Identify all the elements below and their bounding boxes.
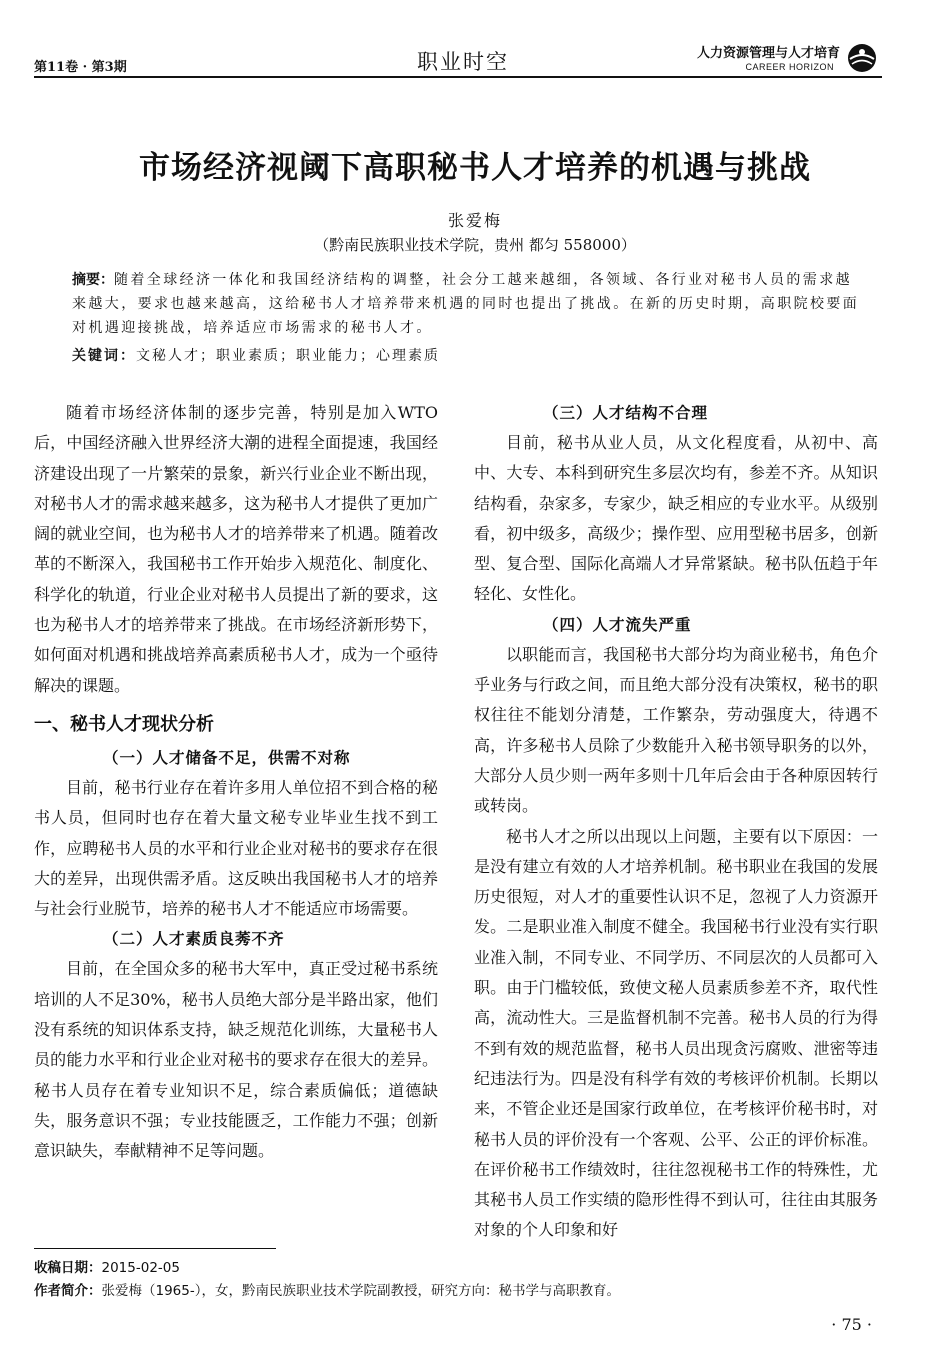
right-column: [474, 398, 878, 1246]
subsection-paragraph-3: 目前，秘书从业人员，从文化程度看，从初中、高中、大专、本科到研究生多层次均有，参差不齐。从知识结构看，杂家多，专家少，缺乏相应的专业水平。从级别看，初中级多，高级少；操作型、应用型秘书居多，创新型、复合型、国际化高端人才异常紧缺。秘书队伍趋于年轻化、女性化。: [474, 433, 878, 604]
subsection-heading-3: （三）人才结构不合理: [543, 404, 709, 422]
section-heading-1: 一、秘书人才现状分析: [34, 713, 214, 735]
left-column: [34, 398, 438, 1167]
subsection-paragraph-4: 以职能而言，我国秘书大部分均为商业秘书，角色介乎业务与行政之间，而且绝大部分没有决策权，秘书的职权往往不能划分清楚，工作繁杂，劳动强度大，待遇不高，许多秘书人员除了少数能升入秘书领导职务的以外，大部分人员少则一两年多则十几年后会由于各种原因转行或转岗。: [474, 644, 878, 816]
article-author: 张爱梅: [447, 211, 502, 230]
bio-text: 张爱梅（1965-），女，黔南民族职业技术学院副教授，研究方向：秘书学与高职教育。: [101, 1283, 620, 1299]
subsection-heading-4: （四）人才流失严重: [543, 615, 692, 634]
article-title: 市场经济视阈下高职秘书人才培养的机遇与挑战: [139, 150, 811, 186]
author-bio-line: [34, 1279, 620, 1299]
keywords-text: 文秘人才；职业素质；职业能力；心理素质: [136, 348, 440, 364]
subsection-paragraph-2: 目前，在全国众多的秘书大军中，真正受过秘书系统培训的人不足30%，秘书人员绝大部分是半路出家，他们没有系统的知识体系支持，缺乏规范化训练，大量秘书人员的能力水平和行业企业对秘书的要求存在很大的差异。秘书人员存在着专业知识不足，综合素质偏低；道德缺失，服务意识不强；专业技能匮乏，工作能力不强；创新意识缺失，奉献精神不足等问题。: [34, 959, 438, 1161]
volume-issue: 第11卷 · 第3期: [34, 60, 127, 75]
journal-logo-icon: [846, 42, 878, 74]
received-label: 收稿日期：: [34, 1260, 102, 1276]
page-header: [34, 40, 882, 78]
header-rule: [34, 76, 882, 78]
reasons-paragraph: 秘书人才之所以出现以上问题，主要有以下原因：一是没有建立有效的人才培养机制。秘书职业在我国的发展历史很短，对人才的重要性认识不足，忽视了人力资源开发。二是职业准入制度不健全。我国秘书行业没有实行职业准入制，不同专业、不同学历、不同层次的人员都可入职。由于门槛较低，致使文秘人员素质参差不齐，取代性高，流动性大。三是监督机制不完善。秘书人员的行为得不到有效的规范监督，秘书人员出现贪污腐败、泄密等违纪违法行为。四是没有科学有效的考核评价机制。长期以来，不管企业还是国家行政单位，在考核评价秘书时，对秘书人员的评价没有一个客观、公平、公正的评价标准。在评价秘书工作绩效时，往往忽视秘书工作的特殊性，尤其秘书人员工作实绩的隐形性得不到认可，往往由其服务对象的个人印象和好: [474, 826, 878, 1240]
footnote-rule: [34, 1248, 276, 1249]
received-date-line: [34, 1256, 180, 1276]
intro-paragraph: 随着市场经济体制的逐步完善，特别是加入WTO后，中国经济融入世界经济大潮的进程全面提速，我国经济建设出现了一片繁荣的景象，新兴行业企业不断出现，对秘书人才的需求越来越多，这为秘书人才提供了更加广阔的就业空间，也为秘书人才的培养带来了机遇。随着改革的不断深入，我国秘书工作开始步入规范化、制度化、科学化的轨道，行业企业对秘书人员提出了新的要求，这也为秘书人才的培养带来了挑战。在市场经济新形势下，如何面对机遇和挑战培养高素质秘书人才，成为一个亟待解决的课题。: [34, 403, 438, 695]
received-date: 2015-02-05: [101, 1260, 180, 1276]
keywords: [72, 344, 862, 368]
bio-label: 作者简介：: [34, 1283, 102, 1299]
subsection-heading-2: （二）人才素质良莠不齐: [103, 930, 285, 949]
abstract: [72, 268, 862, 340]
abstract-label: 摘要：: [72, 272, 114, 288]
journal-name-en: CAREER HORIZON: [745, 62, 834, 72]
subsection-heading-1: （一）人才储备不足，供需不对称: [103, 748, 351, 767]
subsection-paragraph-1: 目前，秘书行业存在着许多用人单位招不到合格的秘书人员，但同时也存在着大量文秘专业毕业生找不到工作，应聘秘书人员的水平和行业企业对秘书的要求存在很大的差异，出现供需矛盾。这反映出我国秘书人才的培养与社会行业脱节，培养的秘书人才不能适应市场需要。: [34, 777, 438, 919]
column-name: 职业时空: [417, 50, 509, 74]
page-number: · 75 ·: [831, 1315, 872, 1334]
author-affiliation: （黔南民族职业技术学院，贵州 都匀 558000）: [314, 236, 636, 254]
abstract-text: 随着全球经济一体化和我国经济结构的调整，社会分工越来越细，各领域、各行业对秘书人员的需求越来越大，要求也越来越高，这给秘书人才培养带来机遇的同时也提出了挑战。在新的历史时期，高职院校要面对机遇迎接挑战，培养适应市场需求的秘书人才。: [72, 272, 860, 336]
keywords-label: 关键词：: [72, 348, 136, 364]
journal-name-cn: 人力资源管理与人才培育: [696, 46, 840, 61]
